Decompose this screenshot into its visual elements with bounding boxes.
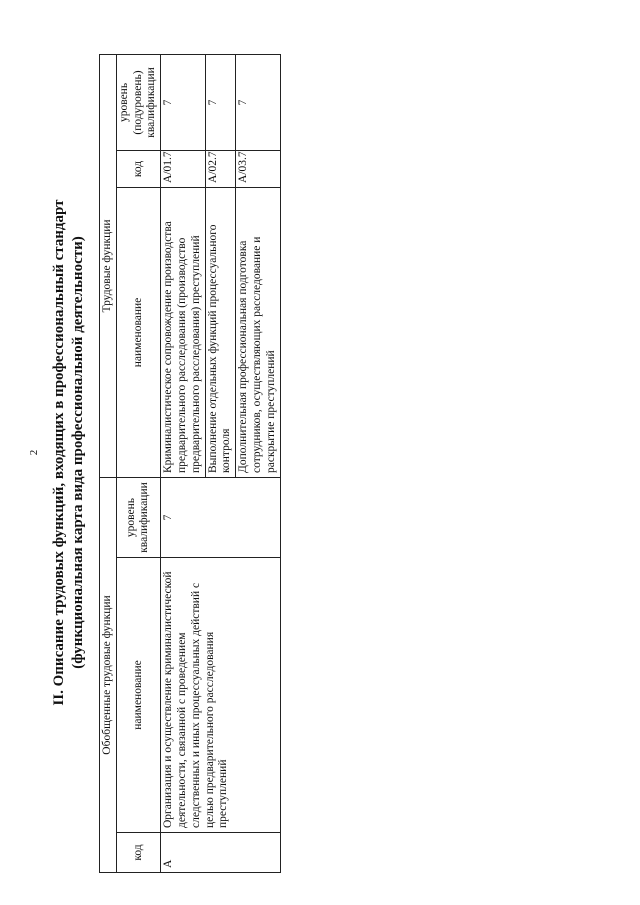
tf-code-header: код [116, 150, 160, 187]
generalized-functions-header: Обобщенные трудовые функции [100, 477, 117, 872]
gen-name-cell: Организация и осуществление криминалистической деятельности, связанной с проведением следственных и иных процессуальных действий с целью предварительного расследования преступлений [161, 558, 280, 833]
tf-name-cell: Выполнение отдельных функций процессуального контроля [205, 187, 236, 477]
gen-name-header: наименование [116, 558, 160, 833]
tf-level-header: уровень (подуровень) квалификации [116, 54, 160, 150]
tf-level-cell: 7 [205, 54, 236, 150]
functional-map-table [99, 54, 281, 873]
gen-code-cell: А [161, 833, 280, 873]
tf-level-cell: 7 [236, 54, 280, 150]
table-row [161, 54, 205, 872]
page-number: 2 [28, 449, 40, 456]
tf-code-cell: А/01.7 [161, 150, 205, 187]
group-header-row [100, 54, 117, 872]
column-header-row [116, 54, 160, 872]
tf-name-header: наименование [116, 187, 160, 477]
labor-functions-header: Трудовые функции [100, 54, 117, 477]
gen-code-header: код [116, 833, 160, 873]
section-title [50, 0, 88, 905]
tf-name-cell: Криминалистическое сопровождение производства предварительного расследования (производство предварительного расследования) преступлений [161, 187, 205, 477]
gen-level-header: уровень квалификации [116, 477, 160, 557]
tf-name-cell: Дополнительная профессиональная подготовка сотрудников, осуществляющих расследование и раскрытие преступлений [236, 187, 280, 477]
section-title-line-1: II. Описание трудовых функций, входящих в профессиональный стандарт [51, 199, 67, 706]
tf-level-cell: 7 [161, 54, 205, 150]
gen-level-cell: 7 [161, 477, 280, 557]
section-title-line-2: (функциональная карта вида профессиональной деятельности) [70, 236, 86, 669]
tf-code-cell: А/02.7 [205, 150, 236, 187]
tf-code-cell: А/03.7 [236, 150, 280, 187]
